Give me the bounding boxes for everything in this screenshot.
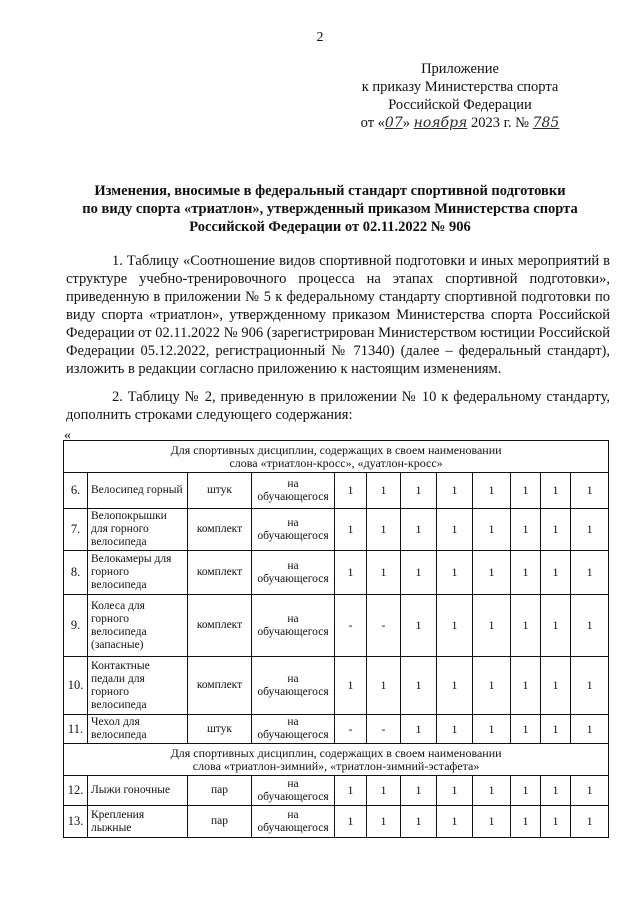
appendix-line-1: Приложение	[421, 61, 499, 77]
quantity-cell: 1	[541, 551, 571, 595]
section-header-line-1: Для спортивных дисциплин, содержащих в своем наименовании	[170, 442, 502, 457]
quantity-cell: 1	[541, 509, 571, 551]
quantity-cell: 1	[401, 715, 437, 744]
quantity-cell: 1	[571, 509, 609, 551]
quantity-cell: 1	[401, 473, 437, 509]
unit-of-measure: штук	[188, 473, 252, 509]
quantity-cell: 1	[473, 595, 511, 657]
quantity-cell: 1	[401, 776, 437, 806]
quantity-cell: 1	[437, 657, 473, 715]
allocation-unit: на обучающегося	[252, 657, 335, 715]
quantity-cell: 1	[541, 715, 571, 744]
unit-of-measure: комплект	[188, 657, 252, 715]
section-header	[64, 441, 609, 473]
date-prefix: от «	[360, 115, 385, 131]
quantity-cell: 1	[437, 551, 473, 595]
quantity-cell: 1	[437, 806, 473, 838]
section-header	[64, 744, 609, 776]
quantity-cell: 1	[401, 657, 437, 715]
allocation-unit: на обучающегося	[252, 715, 335, 744]
row-number: 12.	[64, 776, 88, 806]
equipment-name: Контактные педали для горного велосипеда	[88, 657, 188, 715]
equipment-table	[63, 440, 609, 838]
quantity-cell: 1	[541, 473, 571, 509]
opening-quote-mark: «	[64, 428, 71, 443]
quantity-cell: 1	[473, 806, 511, 838]
quantity-cell: 1	[473, 657, 511, 715]
quantity-cell: 1	[511, 509, 541, 551]
quantity-cell: 1	[571, 806, 609, 838]
quantity-cell: 1	[511, 715, 541, 744]
quantity-cell: 1	[367, 551, 401, 595]
row-number: 10.	[64, 657, 88, 715]
quantity-cell: 1	[473, 715, 511, 744]
handwritten-day: 07	[384, 115, 403, 131]
quantity-cell: 1	[473, 509, 511, 551]
quantity-cell: -	[367, 595, 401, 657]
quantity-cell: 1	[511, 657, 541, 715]
quantity-cell: 1	[511, 806, 541, 838]
allocation-unit: на обучающегося	[252, 509, 335, 551]
section-header-row	[64, 441, 609, 473]
row-number: 9.	[64, 595, 88, 657]
quantity-cell: 1	[473, 473, 511, 509]
quantity-cell: 1	[367, 776, 401, 806]
equipment-name: Велосипед горный	[88, 473, 188, 509]
allocation-unit: на обучающегося	[252, 595, 335, 657]
quantity-cell: 1	[473, 551, 511, 595]
table-row	[64, 715, 609, 744]
equipment-name: Колеса для горного велосипеда (запасные)	[88, 595, 188, 657]
quantity-cell: 1	[437, 776, 473, 806]
appendix-date-line	[340, 114, 580, 132]
quantity-cell: 1	[541, 806, 571, 838]
quantity-cell: -	[335, 595, 367, 657]
quantity-cell: 1	[571, 473, 609, 509]
table-row	[64, 657, 609, 715]
section-header-line-2: слова «триатлон-зимний», «триатлон-зимний-эстафета»	[192, 758, 480, 773]
quantity-cell: 1	[367, 509, 401, 551]
row-number: 8.	[64, 551, 88, 595]
unit-of-measure: комплект	[188, 551, 252, 595]
row-number: 6.	[64, 473, 88, 509]
allocation-unit: на обучающегося	[252, 551, 335, 595]
allocation-unit: на обучающегося	[252, 806, 335, 838]
quantity-cell: 1	[511, 776, 541, 806]
quantity-cell: 1	[511, 551, 541, 595]
quantity-cell: -	[335, 715, 367, 744]
equipment-name: Чехол для велосипеда	[88, 715, 188, 744]
quantity-cell: 1	[335, 473, 367, 509]
table-row	[64, 473, 609, 509]
quantity-cell: 1	[335, 657, 367, 715]
quantity-cell: 1	[541, 776, 571, 806]
quantity-cell: 1	[401, 806, 437, 838]
allocation-unit: на обучающегося	[252, 473, 335, 509]
quantity-cell: 1	[437, 595, 473, 657]
unit-of-measure: комплект	[188, 595, 252, 657]
title-line-3: Российской Федерации от 02.11.2022 № 906	[189, 219, 471, 235]
table-row	[64, 776, 609, 806]
section-header-line-1: Для спортивных дисциплин, содержащих в своем наименовании	[170, 745, 502, 760]
quantity-cell: 1	[335, 509, 367, 551]
equipment-name: Крепления лыжные	[88, 806, 188, 838]
unit-of-measure: пар	[188, 776, 252, 806]
quantity-cell: 1	[571, 776, 609, 806]
section-header-line-2: слова «триатлон-кросс», «дуатлон-кросс»	[229, 455, 443, 470]
quantity-cell: 1	[335, 806, 367, 838]
allocation-unit: на обучающегося	[252, 776, 335, 806]
quantity-cell: 1	[437, 509, 473, 551]
quantity-cell: 1	[511, 473, 541, 509]
appendix-line-2: к приказу Министерства спорта	[361, 79, 559, 95]
quantity-cell: -	[367, 715, 401, 744]
handwritten-month: ноября	[413, 115, 468, 131]
date-quote-close: »	[402, 115, 410, 131]
quantity-cell: 1	[571, 715, 609, 744]
paragraph-1: 1. Таблицу «Соотношение видов спортивной подготовки и иных мероприятий в структуре учебно-тренировочного процесса на этапах спортивной подготовки», приведенную в приложении № 5 к федеральному стандарту спортивной подготовки по виду спорта «триатлон», утвержденному приказом Министерства спорта Российской Федерации от 02.11.2022 № 906 (зарегистрирован Министерством юстиции Российской Федерации 05.12.2022, регистрационный № 71340) (далее – федеральный стандарт), изложить в редакции согласно приложению к настоящим изменениям.	[66, 253, 610, 377]
quantity-cell: 1	[335, 776, 367, 806]
date-year: 2023 г. №	[470, 115, 529, 131]
equipment-name: Велокамеры для горного велосипеда	[88, 551, 188, 595]
table-row	[64, 509, 609, 551]
quantity-cell: 1	[335, 551, 367, 595]
quantity-cell: 1	[401, 595, 437, 657]
paragraph-2: 2. Таблицу № 2, приведенную в приложении № 10 к федеральному стандарту, дополнить строками следующего содержания:	[66, 389, 610, 423]
quantity-cell: 1	[367, 657, 401, 715]
handwritten-order-number: 785	[532, 115, 560, 131]
document-title	[50, 182, 610, 236]
table-row	[64, 551, 609, 595]
quantity-cell: 1	[571, 657, 609, 715]
unit-of-measure: штук	[188, 715, 252, 744]
quantity-cell: 1	[541, 657, 571, 715]
quantity-cell: 1	[401, 509, 437, 551]
row-number: 7.	[64, 509, 88, 551]
row-number: 11.	[64, 715, 88, 744]
unit-of-measure: пар	[188, 806, 252, 838]
quantity-cell: 1	[367, 806, 401, 838]
quantity-cell: 1	[541, 595, 571, 657]
unit-of-measure: комплект	[188, 509, 252, 551]
appendix-line-3: Российской Федерации	[388, 97, 532, 113]
table-row	[64, 595, 609, 657]
quantity-cell: 1	[367, 473, 401, 509]
quantity-cell: 1	[571, 551, 609, 595]
title-line-1: Изменения, вносимые в федеральный стандарт спортивной подготовки	[94, 183, 566, 199]
equipment-name: Лыжи гоночные	[88, 776, 188, 806]
appendix-block	[340, 60, 580, 132]
section-header-row	[64, 744, 609, 776]
row-number: 13.	[64, 806, 88, 838]
quantity-cell: 1	[437, 473, 473, 509]
quantity-cell: 1	[571, 595, 609, 657]
quantity-cell: 1	[437, 715, 473, 744]
page-number: 2	[316, 30, 324, 45]
quantity-cell: 1	[401, 551, 437, 595]
quantity-cell: 1	[473, 776, 511, 806]
quantity-cell: 1	[511, 595, 541, 657]
equipment-name: Велопокрышки для горного велосипеда	[88, 509, 188, 551]
title-line-2: по виду спорта «триатлон», утвержденный приказом Министерства спорта	[82, 201, 578, 217]
table-row	[64, 806, 609, 838]
